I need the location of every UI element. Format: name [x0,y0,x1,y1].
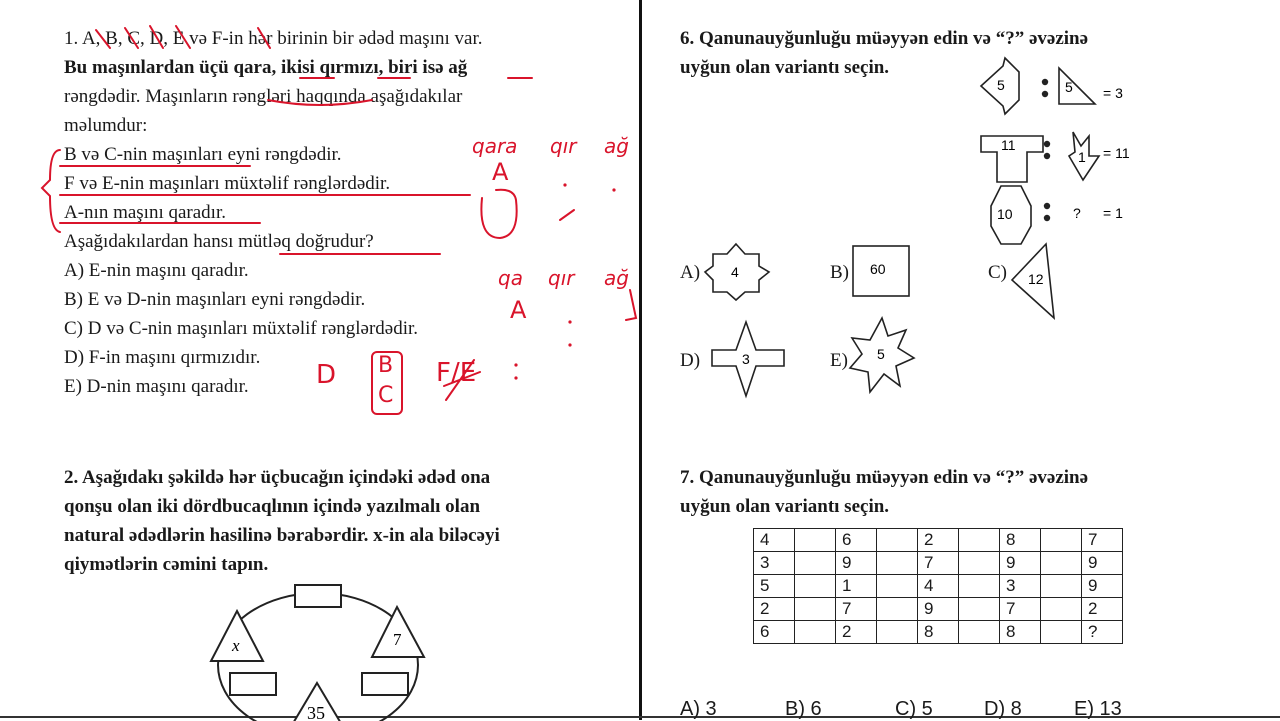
q1-option-c[interactable]: C) D və C-nin maşınları müxtəlif rənglərdədir. [64,318,419,339]
annotation-fe: F/E [436,358,477,388]
table-cell [877,598,918,621]
table-cell: 3 [1000,575,1041,598]
q6-option-a-shape[interactable] [703,242,773,302]
q6-option-e-label[interactable]: E) [830,350,848,371]
annotation-b: B [378,353,394,378]
table-cell: 4 [754,529,795,552]
table-cell: 6 [836,529,877,552]
q2-figure [200,585,460,721]
annotation-c: C [378,383,394,408]
q6-option-b-shape[interactable] [851,244,913,300]
q7-line: 7. Qanunauyğunluğu müəyyən edin və “?” əvəzinə [680,467,1089,488]
q6-option-d-label[interactable]: D) [680,350,701,371]
table-row [754,529,1123,552]
table-cell [795,598,836,621]
table-cell [1041,552,1082,575]
table-cell: 3 [754,552,795,575]
table-cell [959,552,1000,575]
table-cell: 9 [1000,552,1041,575]
table-cell: 5 [754,575,795,598]
q1-question: Aşağıdakılardan hansı mütləq doğrudur? [64,231,374,252]
table-cell: ? [1082,621,1123,644]
pattern-result-1: = 3 [1103,85,1123,101]
annotation-qa: qa [498,266,523,290]
table-cell [959,621,1000,644]
table-cell: 2 [918,529,959,552]
annotation-ag: ağ [604,134,629,158]
q1-line: rəngdədir. Maşınların rəngləri haqqında aşağıdakılar [64,86,463,107]
table-cell: 7 [1082,529,1123,552]
triangle-35-label: 35 [307,703,325,721]
q7-number-table [753,528,1123,644]
table-cell: 8 [1000,529,1041,552]
table-cell: 4 [918,575,959,598]
table-row [754,552,1123,575]
q7-option-a[interactable]: A) 3 [680,698,717,720]
q6-option-b-value: 60 [870,261,886,277]
pattern-left-1: 5 [997,77,1005,93]
circle-mark [481,190,516,238]
q7-option-b[interactable]: B) 6 [785,698,822,720]
table-cell [1041,575,1082,598]
q7-line: uyğun olan variantı seçin. [680,496,890,517]
pattern-result-2: = 11 [1103,145,1130,161]
q6-pattern [975,52,1175,252]
q1-title: 1. A, B, C, D, E və F-in hər birinin bir ədəd maşını var. [64,28,483,49]
table-cell [877,529,918,552]
q6-option-c-value: 12 [1028,271,1044,287]
table-cell [795,552,836,575]
table-cell: 9 [836,552,877,575]
q1-condition: A-nın maşını qaradır. [64,202,226,223]
q6-option-d-value: 3 [742,351,750,367]
q2-line: qonşu olan iki dördbucaqlının içində yazılmalı olan [64,496,481,517]
table-cell [795,621,836,644]
annotation-d: D [316,360,337,390]
q6-option-c-label[interactable]: C) [988,262,1007,283]
pattern-left-3: 10 [997,206,1013,222]
triangle-7-label: 7 [393,630,402,649]
q6-option-c-shape[interactable] [1008,242,1058,322]
q1-option-d[interactable]: D) F-in maşını qırmızıdır. [64,347,261,368]
table-cell: 2 [836,621,877,644]
table-cell: 8 [1000,621,1041,644]
pattern-right-2: 1 [1078,149,1086,165]
table-cell [959,575,1000,598]
table-row [754,621,1123,644]
q1-condition: F və E-nin maşınları müxtəlif rənglərdədir. [64,173,391,194]
pattern-left-2: 11 [1001,137,1016,153]
table-cell: 9 [918,598,959,621]
pattern-right-1: 5 [1065,79,1073,95]
annotation-letter-a: A [510,296,527,324]
q1-line: məlumdur: [64,115,148,136]
table-cell [877,552,918,575]
table-cell [877,575,918,598]
pattern-right-3: ? [1073,205,1081,221]
condition-brace [42,150,60,232]
rect-left [230,673,276,695]
table-cell: 2 [1082,598,1123,621]
table-cell [795,575,836,598]
table-cell [877,621,918,644]
q6-option-b-label[interactable]: B) [830,262,849,283]
q2-line: 2. Aşağıdakı şəkildə hər üçbucağın içindəki ədəd ona [64,467,491,488]
q6-option-a-label[interactable]: A) [680,262,701,283]
table-cell: 8 [918,621,959,644]
table-cell: 7 [918,552,959,575]
table-cell [795,529,836,552]
q6-line: 6. Qanunauyğunluğu müəyyən edin və “?” əvəzinə [680,28,1089,49]
table-cell: 9 [1082,575,1123,598]
table-row [754,598,1123,621]
table-cell: 7 [1000,598,1041,621]
table-cell: 7 [836,598,877,621]
hook-mark [626,290,636,320]
annotation-qir: qır [550,134,577,158]
table-cell [1041,621,1082,644]
table-cell [1041,598,1082,621]
q6-option-a-value: 4 [731,264,739,280]
annotation-ag: ağ [604,266,629,290]
table-cell [959,598,1000,621]
pattern-result-3: = 1 [1103,205,1123,221]
table-cell: 6 [754,621,795,644]
q1-line: Bu maşınlardan üçü qara, ikisi qırmızı, biri isə ağ [64,57,468,78]
q6-line: uyğun olan variantı seçin. [680,57,890,78]
q1-option-b[interactable]: B) E və D-nin maşınları eyni rəngdədir. [64,289,366,310]
table-cell: 1 [836,575,877,598]
annotation-qir: qır [548,266,575,290]
table-row [754,575,1123,598]
q2-line: natural ədədlərin hasilinə bərabərdir. x-in ala biləcəyi [64,525,500,546]
rect-top [295,585,341,607]
table-cell [959,529,1000,552]
table-cell: 2 [754,598,795,621]
q7-option-d[interactable]: D) 8 [984,698,1022,720]
rect-right [362,673,408,695]
annotation-qara: qara [472,134,518,158]
q6-option-e-shape[interactable] [848,316,918,396]
column-divider [639,0,642,720]
q7-option-c[interactable]: C) 5 [895,698,933,720]
q7-option-e[interactable]: E) 13 [1074,698,1122,720]
q2-line: qiymətlərin cəmini tapın. [64,554,269,575]
q6-option-e-value: 5 [877,346,885,362]
tick-mark [560,210,574,220]
annotation-letter-a: A [492,158,509,186]
table-cell: 9 [1082,552,1123,575]
table-cell [1041,529,1082,552]
triangle-x-label: x [232,636,240,655]
q1-option-a[interactable]: A) E-nin maşını qaradır. [64,260,249,281]
q6-option-d-shape[interactable] [710,320,786,400]
q1-condition: B və C-nin maşınları eyni rəngdədir. [64,144,342,165]
q1-option-e[interactable]: E) D-nin maşını qaradır. [64,376,249,397]
